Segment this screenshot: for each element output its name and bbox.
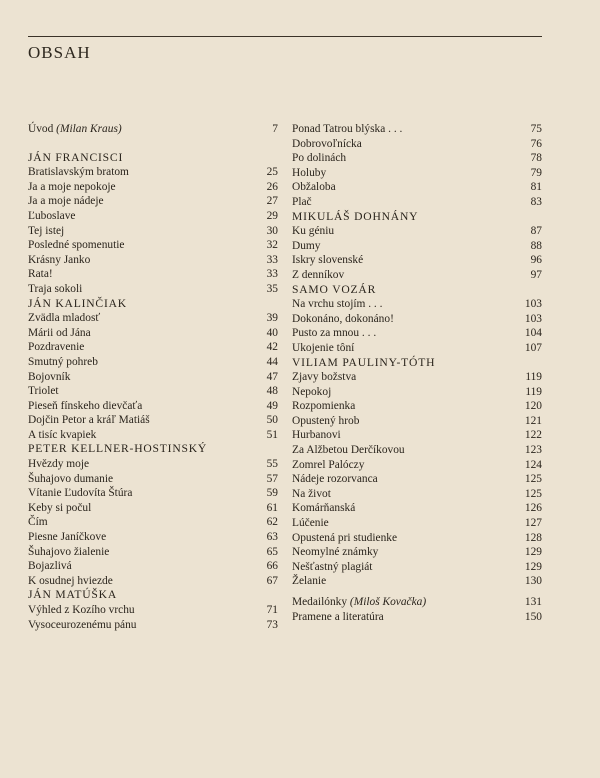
entry-text: Pramene a literatúra xyxy=(292,610,384,623)
toc-entry xyxy=(292,180,542,195)
entry-text: Iskry slovenské xyxy=(292,254,364,267)
page-number: 7 xyxy=(272,123,278,135)
entry-text: K osudnej hviezde xyxy=(28,574,113,587)
entry-title xyxy=(292,472,378,487)
entry-title xyxy=(28,370,70,385)
author-name xyxy=(292,210,418,225)
page-number: 103 xyxy=(524,312,542,325)
toc-entry xyxy=(28,413,278,428)
entry-title xyxy=(292,487,331,502)
page-number: 87 xyxy=(530,225,542,238)
entry-title xyxy=(28,399,142,414)
toc-entry xyxy=(292,399,542,414)
entry-title xyxy=(28,282,82,297)
entry-text: Na vrchu stojím . . . xyxy=(292,298,383,311)
entry-text: Posledné spomenutie xyxy=(28,239,125,252)
entry-note: (Miloš Kovačka) xyxy=(349,596,427,608)
page-number: 129 xyxy=(524,560,542,573)
entry-text: Šuhajovo dumanie xyxy=(28,472,114,485)
toc-entry xyxy=(292,137,542,152)
toc-entry xyxy=(28,428,278,443)
page-number: 50 xyxy=(266,414,278,427)
entry-text: Triolet xyxy=(28,385,59,398)
author-heading xyxy=(28,151,278,166)
entry-text: Pieseň fínskeho dievčaťa xyxy=(28,399,143,412)
page-number: 123 xyxy=(524,444,542,457)
author-heading xyxy=(28,588,278,603)
entry-title xyxy=(28,355,98,370)
author-heading xyxy=(28,297,278,312)
toc-entry xyxy=(292,341,542,356)
entry-text: Ľuboslave xyxy=(28,209,76,222)
entry-text: Holuby xyxy=(292,166,327,179)
entry-text: Bratislavským bratom xyxy=(28,166,129,179)
toc-entry xyxy=(292,458,542,473)
entry-title xyxy=(292,326,376,341)
entry-title xyxy=(28,180,116,195)
entry-text: JÁN MATÚŠKA xyxy=(28,588,117,602)
toc-entry xyxy=(292,326,542,341)
toc-entry xyxy=(292,122,542,137)
entry-title xyxy=(292,195,312,210)
entry-text: Keby si počul xyxy=(28,501,92,514)
entry-text: Po dolinách xyxy=(292,152,347,165)
author-heading xyxy=(28,442,278,457)
page-number: 79 xyxy=(530,166,542,179)
entry-title xyxy=(28,486,132,501)
entry-title xyxy=(292,253,363,268)
toc-entry xyxy=(28,180,278,195)
page-number: 150 xyxy=(524,610,542,623)
page-number: 66 xyxy=(266,560,278,573)
toc-entry xyxy=(28,515,278,530)
toc-entry xyxy=(292,312,542,327)
page-number: 42 xyxy=(266,341,278,354)
entry-title xyxy=(28,122,122,137)
toc-entry xyxy=(292,610,542,625)
entry-title xyxy=(292,312,394,327)
page-number: 49 xyxy=(266,399,278,412)
entry-text: Pusto za mnou . . . xyxy=(292,327,377,340)
author-name xyxy=(28,588,117,603)
page-number: 30 xyxy=(266,224,278,237)
page-number: 73 xyxy=(266,618,278,631)
page-number: 76 xyxy=(530,137,542,150)
page-title: OBSAH xyxy=(28,43,91,62)
page-number: 128 xyxy=(524,531,542,544)
toc-entry xyxy=(28,457,278,472)
toc-entry xyxy=(28,384,278,399)
page-number: 65 xyxy=(266,545,278,558)
page-number: 119 xyxy=(525,371,542,384)
entry-title xyxy=(292,341,354,356)
toc-entry xyxy=(28,282,278,297)
entry-text: SAMO VOZÁR xyxy=(292,282,377,296)
toc-entry xyxy=(292,516,542,531)
entry-text: Hurbanovi xyxy=(292,429,341,442)
toc-entry xyxy=(292,545,542,560)
page-number: 121 xyxy=(524,414,542,427)
toc-entry xyxy=(28,224,278,239)
entry-text: Piesne Janíčkove xyxy=(28,531,107,544)
toc-entry xyxy=(292,239,542,254)
entry-title xyxy=(28,574,113,589)
page-number: 71 xyxy=(266,604,278,616)
entry-text: Medailónky xyxy=(292,596,348,608)
entry-text: Márii od Jána xyxy=(28,326,91,339)
page-number: 35 xyxy=(266,282,278,295)
page-number: 88 xyxy=(530,239,542,252)
page-number: 44 xyxy=(266,355,278,368)
entry-title xyxy=(28,194,104,209)
toc-entry xyxy=(28,618,278,633)
entry-title xyxy=(292,137,362,152)
entry-title xyxy=(28,472,113,487)
toc-entry xyxy=(28,486,278,501)
entry-text: Bojazlivá xyxy=(28,560,72,573)
page-number: 57 xyxy=(266,472,278,485)
toc-entry xyxy=(292,297,542,312)
toc-entry xyxy=(292,472,542,487)
entry-text: Nepokoj xyxy=(292,385,332,398)
entry-text: Čím xyxy=(28,516,48,529)
toc-entry xyxy=(292,560,542,575)
entry-title xyxy=(292,399,355,414)
entry-title xyxy=(292,501,355,516)
entry-title xyxy=(28,457,89,472)
entry-text: MIKULÁŠ DOHNÁNY xyxy=(292,209,419,223)
toc-entry xyxy=(28,311,278,326)
entry-text: Lúčenie xyxy=(292,517,329,530)
page-number: 62 xyxy=(266,516,278,529)
page-number: 33 xyxy=(266,268,278,281)
entry-title xyxy=(28,603,135,618)
toc-entry xyxy=(28,472,278,487)
page-number: 104 xyxy=(524,327,542,340)
entry-title xyxy=(28,545,109,560)
toc-right-column xyxy=(292,122,542,624)
entry-title xyxy=(28,515,48,530)
entry-text: Krásny Janko xyxy=(28,253,91,266)
toc-entry xyxy=(28,370,278,385)
page-number: 129 xyxy=(524,546,542,559)
entry-title xyxy=(28,530,106,545)
toc-entry xyxy=(28,355,278,370)
entry-text: Dobrovoľnícka xyxy=(292,137,362,150)
toc-entry xyxy=(292,531,542,546)
page-number: 55 xyxy=(266,458,278,471)
entry-title xyxy=(292,166,326,181)
toc-entry xyxy=(292,166,542,181)
entry-title xyxy=(292,385,331,400)
entry-text: Nešťastný plagiát xyxy=(292,560,373,573)
page-number: 83 xyxy=(530,195,542,208)
page-number: 107 xyxy=(524,341,542,354)
page-number: 125 xyxy=(524,487,542,500)
entry-title xyxy=(292,370,356,385)
entry-text: Dumy xyxy=(292,239,321,252)
toc-entry xyxy=(28,545,278,560)
entry-text: Pozdravenie xyxy=(28,341,85,354)
toc-entry xyxy=(292,224,542,239)
entry-title xyxy=(292,574,326,589)
toc-entry xyxy=(28,209,278,224)
author-heading xyxy=(292,210,542,225)
entry-text: Hvězdy moje xyxy=(28,458,90,471)
entry-text: Ja a moje nádeje xyxy=(28,195,104,208)
page-number: 119 xyxy=(525,385,542,398)
toc-entry xyxy=(292,443,542,458)
entry-title xyxy=(28,209,75,224)
toc-entry xyxy=(292,195,542,210)
entry-text: Ja a moje nepokoje xyxy=(28,180,116,193)
entry-text: Vysoceurozenému pánu xyxy=(28,618,137,631)
page-number: 40 xyxy=(266,326,278,339)
entry-title xyxy=(28,384,59,399)
entry-title xyxy=(292,595,426,610)
page-number: 32 xyxy=(266,239,278,252)
entry-text: Zvädla mladosť xyxy=(28,312,101,325)
entry-text: Za Alžbetou Derčíkovou xyxy=(292,444,405,457)
entry-title xyxy=(292,268,344,283)
toc-entry xyxy=(28,122,278,137)
page-number: 63 xyxy=(266,531,278,544)
toc-entry xyxy=(28,501,278,516)
entry-text: PETER KELLNER-HOSTINSKÝ xyxy=(28,442,208,456)
entry-text: Traja sokoli xyxy=(28,282,83,295)
page-number: 127 xyxy=(524,517,542,530)
entry-text: Dojčin Petor a kráľ Matiáš xyxy=(28,414,150,427)
entry-title xyxy=(28,618,137,633)
page-number: 125 xyxy=(524,473,542,486)
toc-entry xyxy=(28,165,278,180)
toc-entry xyxy=(292,370,542,385)
entry-text: Dokonáno, dokonáno! xyxy=(292,312,394,325)
entry-title xyxy=(292,151,346,166)
entry-text: Želanie xyxy=(292,575,327,588)
entry-title xyxy=(292,224,334,239)
entry-text: Plač xyxy=(292,195,312,208)
toc-entry xyxy=(28,574,278,589)
entry-title xyxy=(292,560,372,575)
entry-text: Bojovník xyxy=(28,370,71,383)
toc-left-column xyxy=(28,122,278,632)
entry-text: Zomrel Palóczy xyxy=(292,458,365,471)
toc-entry xyxy=(292,268,542,283)
entry-title xyxy=(292,414,359,429)
toc-entry xyxy=(292,414,542,429)
entry-title xyxy=(292,610,384,625)
entry-text: Rata! xyxy=(28,268,53,281)
toc-entry xyxy=(28,603,278,618)
entry-title xyxy=(28,326,91,341)
entry-text: Smutný pohreb xyxy=(28,355,98,368)
toc-entry xyxy=(28,326,278,341)
page-number: 51 xyxy=(266,428,278,441)
page-number: 29 xyxy=(266,209,278,222)
toc-entry xyxy=(28,253,278,268)
entry-text: Šuhajovo žialenie xyxy=(28,545,110,558)
page-number: 126 xyxy=(524,502,542,515)
entry-text: Obžaloba xyxy=(292,181,336,194)
entry-text: Opustený hrob xyxy=(292,414,360,427)
entry-title xyxy=(292,239,320,254)
entry-title xyxy=(292,458,364,473)
entry-text: Úvod xyxy=(28,123,54,135)
page-number: 81 xyxy=(530,181,542,194)
page-number: 75 xyxy=(530,123,542,135)
entry-title xyxy=(292,545,378,560)
entry-text: Nádeje rozorvanca xyxy=(292,473,378,486)
entry-title xyxy=(28,165,129,180)
toc-entry xyxy=(28,530,278,545)
entry-note: (Milan Kraus) xyxy=(56,123,122,135)
toc-entry xyxy=(292,385,542,400)
entry-text: Výhled z Kozího vrchu xyxy=(28,604,135,616)
entry-text: Neomylné známky xyxy=(292,546,379,559)
entry-title xyxy=(292,443,405,458)
entry-title xyxy=(292,297,382,312)
toc-entry xyxy=(28,267,278,282)
entry-title xyxy=(28,501,91,516)
toc-entry xyxy=(28,340,278,355)
entry-title xyxy=(28,413,150,428)
page-number: 97 xyxy=(530,268,542,281)
entry-text: Zjavy božstva xyxy=(292,371,357,384)
page-number: 122 xyxy=(524,429,542,442)
entry-text: Opustená pri studienke xyxy=(292,531,398,544)
entry-title xyxy=(28,253,90,268)
entry-text: Rozpomienka xyxy=(292,400,356,413)
entry-text: Ku géniu xyxy=(292,225,335,238)
page-number: 27 xyxy=(266,195,278,208)
page-number: 131 xyxy=(524,596,542,608)
toc-entry xyxy=(28,399,278,414)
page-number: 59 xyxy=(266,487,278,500)
author-name xyxy=(28,442,207,457)
entry-title xyxy=(28,340,84,355)
entry-title xyxy=(28,238,125,253)
entry-text: VILIAM PAULINY-TÓTH xyxy=(292,355,436,369)
toc-entry xyxy=(292,253,542,268)
page-number: 103 xyxy=(524,298,542,311)
entry-text: Z denníkov xyxy=(292,268,345,281)
toc-entry xyxy=(292,428,542,443)
page-number: 26 xyxy=(266,180,278,193)
entry-title xyxy=(292,516,329,531)
author-name xyxy=(28,297,127,312)
page-number: 96 xyxy=(530,254,542,267)
entry-title xyxy=(28,267,53,282)
page-number: 124 xyxy=(524,458,542,471)
page-number: 120 xyxy=(524,400,542,413)
entry-text: Tej istej xyxy=(28,224,65,237)
page-number: 25 xyxy=(266,166,278,179)
entry-text: Komárňanská xyxy=(292,502,356,515)
entry-title xyxy=(28,559,72,574)
entry-title xyxy=(292,428,341,443)
entry-text: Na život xyxy=(292,487,331,500)
toc-entry xyxy=(292,501,542,516)
entry-text: JÁN FRANCISCI xyxy=(28,150,124,164)
entry-title xyxy=(28,428,96,443)
author-name xyxy=(292,356,435,371)
entry-text: Vítanie Ľudovíta Štúra xyxy=(28,487,133,500)
entry-title xyxy=(28,311,100,326)
entry-title xyxy=(292,122,402,137)
page-number: 48 xyxy=(266,385,278,398)
page-number: 78 xyxy=(530,152,542,165)
entry-text: Ukojenie tôní xyxy=(292,341,355,354)
page-number: 130 xyxy=(524,575,542,588)
toc-entry xyxy=(292,487,542,502)
page-number: 47 xyxy=(266,370,278,383)
author-name xyxy=(292,283,376,298)
toc-entry xyxy=(28,238,278,253)
toc-entry xyxy=(292,595,542,610)
entry-text: A tisíc kvapiek xyxy=(28,428,97,441)
author-name xyxy=(28,151,123,166)
toc-entry xyxy=(292,574,542,589)
toc-entry xyxy=(28,559,278,574)
toc-entry xyxy=(28,194,278,209)
toc-entry xyxy=(292,151,542,166)
page-number: 61 xyxy=(266,501,278,514)
entry-title xyxy=(292,531,397,546)
entry-text: JÁN KALINČIAK xyxy=(28,296,127,310)
author-heading xyxy=(292,356,542,371)
page-number: 33 xyxy=(266,253,278,266)
page-number: 67 xyxy=(266,574,278,587)
entry-title xyxy=(292,180,336,195)
top-rule xyxy=(28,36,542,37)
entry-text: Ponad Tatrou blýska . . . xyxy=(292,123,403,135)
entry-title xyxy=(28,224,64,239)
page-number: 39 xyxy=(266,312,278,325)
author-heading xyxy=(292,283,542,298)
